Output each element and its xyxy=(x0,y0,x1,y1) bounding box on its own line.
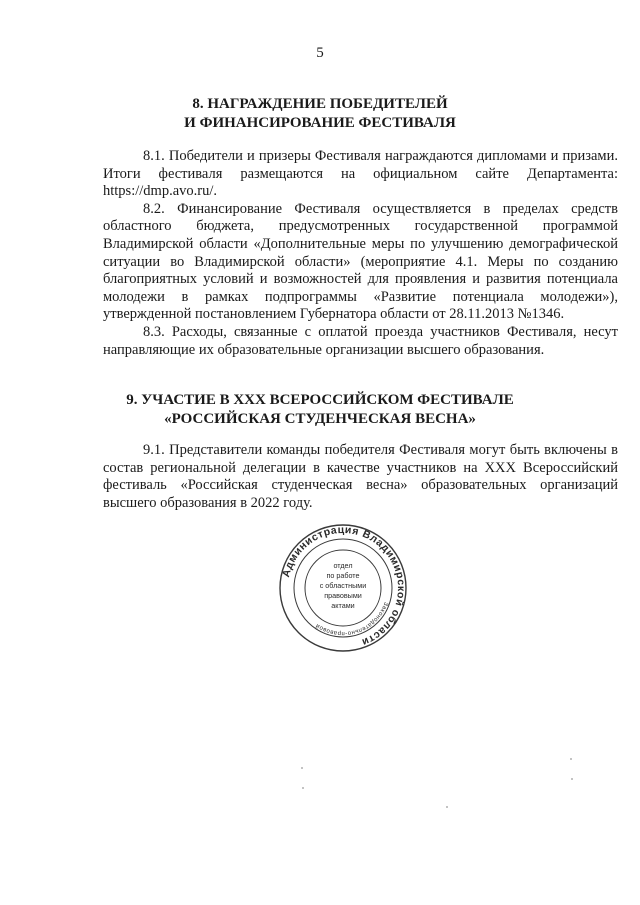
stamp-center-line-1: отдел xyxy=(333,561,353,570)
section-8-heading xyxy=(40,95,600,133)
section-9-title-line-2: «РОССИЙСКАЯ СТУДЕНЧЕСКАЯ ВЕСНА» xyxy=(164,411,476,427)
paragraph-9-1: 9.1. Представители команды победителя Фестиваля могут быть включены в состав региональной делегации в качестве участников на XXX Всероссийский фестиваль «Российская студенческая весна» образовательных организаций высшего образования в 2022 году. xyxy=(103,442,618,511)
section-9-body xyxy=(103,442,618,512)
stamp-center-line-3: с областными xyxy=(319,581,367,590)
stamp-center-line-5: актами xyxy=(331,601,355,610)
stamp-center-line-4: правовыми xyxy=(324,591,362,600)
page-number: 5 xyxy=(316,45,324,61)
section-8-body xyxy=(103,148,618,359)
paragraph-8-1: 8.1. Победители и призеры Фестиваля награждаются дипломами и призами. Итоги фестиваля размещаются на официальном сайте Департамента: https://dmp.avo.ru/. xyxy=(103,148,618,200)
stamp-center-line-2: по работе xyxy=(326,571,360,580)
stamp-inner-text: Законодательно-правовой xyxy=(314,600,389,637)
scan-speck xyxy=(446,806,448,808)
scan-speck xyxy=(302,787,304,789)
paragraph-8-2: 8.2. Финансирование Фестиваля осуществляется в пределах средств областного бюджета, предусмотренных государственной программой Владимирской области «Дополнительные меры по улучшению демографической ситуации во Владимирской области» (мероприятие 4.1. Меры по созданию благоприятных условий и возможностей для проявления и развития потенциала молодежи в рамках подпрограммы «Развитие потенциала молодежи»), утвержденной постановлением Губернатора области от 28.11.2013 №1346. xyxy=(103,200,618,323)
section-8-title-line-2: И ФИНАНСИРОВАНИЕ ФЕСТИВАЛЯ xyxy=(184,115,456,131)
section-9-title-line-1: 9. УЧАСТИЕ В XXX ВСЕРОССИЙСКОМ ФЕСТИВАЛЕ xyxy=(126,392,514,408)
section-9-heading xyxy=(40,391,600,429)
scan-speck xyxy=(570,758,572,760)
official-stamp xyxy=(274,524,412,652)
stamp-center-text xyxy=(320,561,367,610)
scan-speck xyxy=(301,767,303,769)
stamp-outer-text: Администрация Владимирской области xyxy=(280,524,408,649)
paragraph-8-3: 8.3. Расходы, связанные с оплатой проезда участников Фестиваля, несут направляющие их образовательные организации высшего образования. xyxy=(103,323,618,358)
section-8-title-line-1: 8. НАГРАЖДЕНИЕ ПОБЕДИТЕЛЕЙ xyxy=(192,96,448,112)
scan-speck xyxy=(571,778,573,780)
